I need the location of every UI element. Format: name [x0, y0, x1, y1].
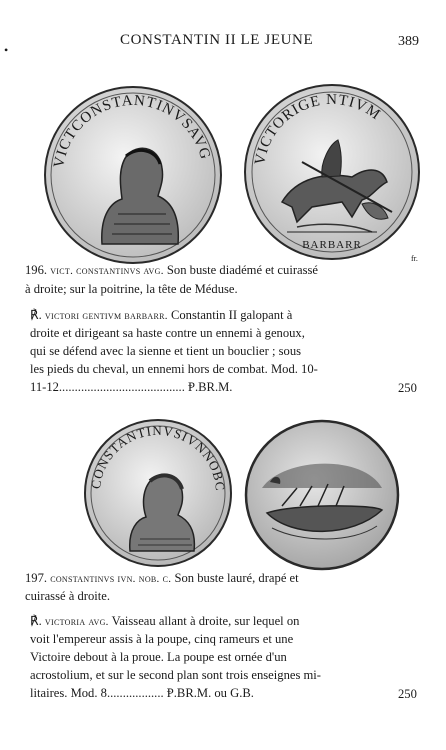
- page-number: 389: [398, 34, 419, 49]
- reverse-legend: victori gentivm barbarr.: [44, 310, 168, 322]
- entry-number: 196.: [25, 263, 48, 277]
- entry-197-reverse-line-2: voit l'empereur assis à la poupe, cinq rameurs et une: [30, 632, 294, 646]
- margin-bullet: •: [4, 43, 9, 57]
- entry-196-line-1: [25, 264, 318, 277]
- obverse-legend: constantinvs ivn. nob. c.: [50, 573, 172, 585]
- coin-197-reverse: [242, 418, 402, 573]
- entry-197-price: 250: [398, 687, 417, 701]
- reverse-mark: ℟.: [30, 308, 42, 322]
- entry-197-reverse-line-4: acrostolium, et sur le second plan sont trois enseignes mi-: [30, 668, 321, 682]
- coin-196-obverse: [42, 84, 224, 266]
- reverse-description: Constantin II galopant à: [167, 308, 293, 322]
- coin-legend: VICTORIGE NTIVM: [252, 91, 384, 167]
- coin-legend: CONSTANTINVSIVNNOBC: [88, 422, 229, 493]
- entry-197-line-2: cuirassé à droite.: [25, 589, 110, 603]
- entry-197-reverse-line-3: Victoire debout à la proue. La poupe est ornée d'un: [30, 650, 287, 664]
- coin-exergue: BARBARR: [302, 239, 362, 251]
- margin-note: fr.: [411, 254, 418, 263]
- coin-197-obverse: [82, 417, 234, 569]
- obverse-description: Son buste lauré, drapé et: [171, 571, 299, 585]
- entry-196-reverse-line-3: qui se défend avec la sienne et tient un bouclier ; sous: [30, 344, 302, 358]
- reverse-legend: victoria avg.: [44, 616, 109, 628]
- entry-196-line-2: à droite; sur la poitrine, la tête de Méduse.: [25, 282, 238, 296]
- entry-196-price: 250: [398, 381, 417, 395]
- coin-legend: VICTCONSTANTINVSAVG: [51, 92, 214, 170]
- entry-196-reverse-line-2: droite et dirigeant sa haste contre un ennemi à genoux,: [30, 326, 305, 340]
- entry-number: 197.: [25, 571, 48, 585]
- coin-196-reverse: [242, 82, 422, 262]
- reverse-description: Vaisseau allant à droite, sur lequel on: [108, 614, 300, 628]
- obverse-description: Son buste diadémé et cuirassé: [163, 263, 318, 277]
- entry-196-reverse-line-4: les pieds du cheval, un ennemi hors de combat. Mod. 10-: [30, 362, 318, 376]
- entry-197-reverse-line-1: [30, 615, 299, 628]
- entry-197-reverse-line-5: litaires. Mod. 8.................. Ᵽ.BR.M. ou G.B.: [30, 686, 254, 700]
- page-title: CONSTANTIN II LE JEUNE: [120, 32, 314, 48]
- entry-196-reverse-line-5: 11-12........................................ Ᵽ.BR.M.: [30, 380, 233, 394]
- reverse-mark: ℟.: [30, 614, 42, 628]
- entry-197-line-1: [25, 572, 299, 585]
- entry-196-reverse-line-1: [30, 309, 292, 322]
- obverse-legend: vict. constantinvs avg.: [50, 265, 164, 277]
